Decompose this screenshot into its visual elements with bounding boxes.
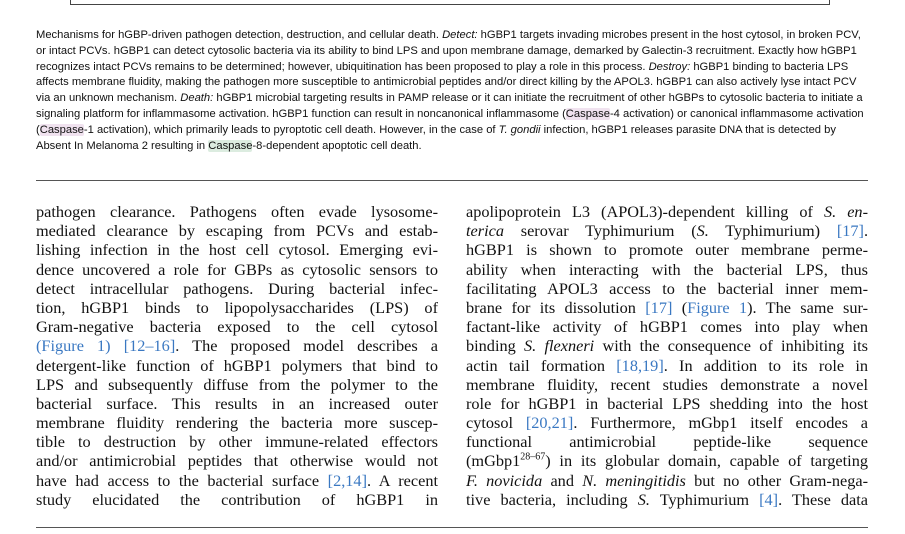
- text-line: [36, 336, 438, 355]
- left-column: [36, 202, 438, 509]
- caption-text: -1 activation), which primarily leads to pyroptotic cell death. However, in the case of: [83, 123, 499, 136]
- line-text: apolipoprotein L3 (APOL3)-dependent killing of: [466, 202, 824, 221]
- text-line: pathogen clearance. Pathogens often evade lysosome-: [36, 202, 438, 221]
- page-bottom-divider: [36, 527, 868, 528]
- caspase-highlight: Caspase: [565, 107, 610, 120]
- line-text: . These data: [778, 489, 868, 509]
- figure-link[interactable]: (Figure 1): [36, 336, 111, 356]
- caspase-highlight: Caspase: [39, 123, 84, 136]
- citation-link[interactable]: [2,14]: [327, 470, 367, 490]
- citation-link[interactable]: [17]: [836, 221, 864, 241]
- text-line: [466, 413, 868, 432]
- species-name: N. meningitidis: [582, 470, 686, 490]
- text-line: [466, 336, 868, 355]
- line-text: serovar Typhimurium (: [503, 221, 697, 241]
- text-line: detergent-like function of hGBP1 polymers that bind to: [36, 355, 438, 375]
- text-line: [466, 451, 868, 470]
- text-line: functional antimicrobial peptide-like sequence: [466, 432, 868, 452]
- line-text: binding: [466, 336, 525, 356]
- text-line: study elucidated the contribution of hGBP1 in: [36, 489, 438, 509]
- line-text: Typhimurium: [649, 489, 760, 509]
- text-line: tion, hGBP1 binds to lipopolysaccharides (LPS) of: [36, 297, 438, 317]
- caption-divider: [36, 180, 868, 181]
- line-text: . The proposed model describes a: [175, 336, 438, 356]
- text-line: [466, 356, 868, 375]
- citation-link[interactable]: [20,21]: [525, 413, 574, 433]
- caption-text: hGBP1 microbial targeting results in PAMP release or it can initiate the recruitment of other hGBPs to cytosolic bacteria to initiate a signaling platform for inflammasome activation. hGBP1 function can result in noncanonical inflammasome (: [36, 92, 863, 120]
- superscript: 28–67: [520, 452, 546, 464]
- caption-destroy-label: Destroy:: [648, 60, 691, 73]
- figure-frame: [70, 0, 830, 5]
- text-line: hGBP1 is shown to promote outer membrane perme-: [466, 240, 868, 260]
- line-text: ). The same sur-: [747, 297, 868, 317]
- text-line: detect intracellular pathogens. During bacterial infec-: [36, 278, 438, 298]
- caption-text: hGBP1 targets invading microbes present in the host cytosol, in broken PCV, or intact PCVs. hGBP1 can detect cytosolic bacteria via its ability to bind LPS and upon membrane damage, demarked by Galectin-3 recruitment. Exactly how hGBP1 recognizes intact PCVs remains to be determined; however, ubiquitination has been proposed to play a role in this process.: [36, 29, 861, 73]
- figure-caption: [36, 28, 868, 154]
- text-line: membrane fluidity, recent studies demonstrate a novel: [466, 374, 868, 394]
- text-line: [466, 221, 868, 240]
- text-line: [36, 471, 438, 490]
- line-text: ) in its globular domain, capable of targeting: [545, 451, 868, 471]
- caption-text: -8-dependent apoptotic cell death.: [252, 139, 422, 152]
- text-line: lishing infection in the host cell cytosol. Emerging evi-: [36, 240, 438, 260]
- caption-species: T. gondii: [498, 123, 541, 136]
- text-line: factant-like activity of hGBP1 comes into play when: [466, 317, 868, 337]
- line-text: cytosol: [466, 413, 526, 433]
- text-line: LPS and subsequently diffuse from the polymer to the: [36, 374, 438, 394]
- text-line: role for hGBP1 in bacterial LPS shedding into the host: [466, 393, 868, 413]
- line-text: brane for its dissolution: [466, 297, 646, 317]
- line-text: Typhimurium): [708, 221, 837, 241]
- line-text: (: [672, 297, 688, 317]
- species-name: terica: [466, 221, 504, 241]
- species-name: S.: [637, 489, 650, 509]
- species-name: S. en-: [823, 202, 868, 221]
- citation-link[interactable]: [17]: [645, 297, 673, 317]
- line-text: (mGbp1: [466, 451, 521, 471]
- caption-text: -4 activation) or canonical inflammasome activation (: [36, 107, 864, 136]
- text-line: dence uncovered a role for GBPs as cytosolic sensors to: [36, 259, 438, 279]
- line-text: and: [542, 470, 583, 490]
- text-line: bacterial surface. This results in an increased outer: [36, 393, 438, 413]
- caption-death-label: Death:: [180, 92, 214, 105]
- text-line: mediated clearance by escaping from PCVs and estab-: [36, 221, 438, 241]
- text-line: facilitating APOL3 access to the bacterial inner mem-: [466, 278, 868, 298]
- citation-link[interactable]: [4]: [759, 489, 779, 509]
- species-name: S. flexneri: [524, 336, 595, 356]
- line-text: . In addition to its role in: [663, 355, 868, 375]
- line-text: but no other Gram-nega-: [685, 470, 868, 490]
- text-line: ability when interacting with the bacterial LPS, thus: [466, 259, 868, 279]
- text-line: [466, 202, 868, 221]
- text-line: [466, 298, 868, 317]
- text-line: membrane fluidity rendering the bacteria more suscep-: [36, 413, 438, 433]
- caption-text: hGBP1 binding to bacteria LPS affects membrane fluidity, making the pathogen more susceptible to antimicrobial peptides and/or direct killing by the APOL3. hGBP1 can also actively lyse intact PCV via an unknown mechanism.: [36, 60, 857, 105]
- line-text: . A recent: [367, 470, 438, 490]
- figure-link[interactable]: Figure 1: [687, 297, 748, 317]
- species-name: S.: [696, 221, 709, 241]
- line-text: tive bacteria, including: [466, 489, 638, 509]
- caption-text: Mechanisms for hGBP-driven pathogen detection, destruction, and cellular death.: [36, 29, 443, 41]
- citation-link[interactable]: [18,19]: [616, 355, 664, 375]
- line-text: actin tail formation: [466, 355, 617, 375]
- species-name: F. novicida: [466, 470, 543, 490]
- text-line: and/or antimicrobial peptides that otherwise would not: [36, 451, 438, 471]
- text-line: tible to destruction by other immune-related effectors: [36, 432, 438, 452]
- caption-detect-label: Detect:: [442, 29, 478, 41]
- right-column: [466, 202, 868, 509]
- line-text: . Furthermore, mGbp1 itself encodes a: [573, 413, 868, 433]
- text-line: [466, 490, 868, 509]
- text-line: Gram-negative bacteria exposed to the cell cytosol: [36, 317, 438, 337]
- citation-link[interactable]: [12–16]: [123, 336, 176, 356]
- line-text: have had access to the bacterial surface: [36, 470, 328, 490]
- text-line: [466, 471, 868, 490]
- caspase-highlight: Caspase: [208, 139, 253, 152]
- line-text: .: [863, 221, 868, 241]
- line-text: with the consequence of inhibiting its: [594, 336, 868, 356]
- caption-text: infection, hGBP1 releases parasite DNA that is detected by Absent In Melanoma 2 resulting in: [36, 123, 836, 152]
